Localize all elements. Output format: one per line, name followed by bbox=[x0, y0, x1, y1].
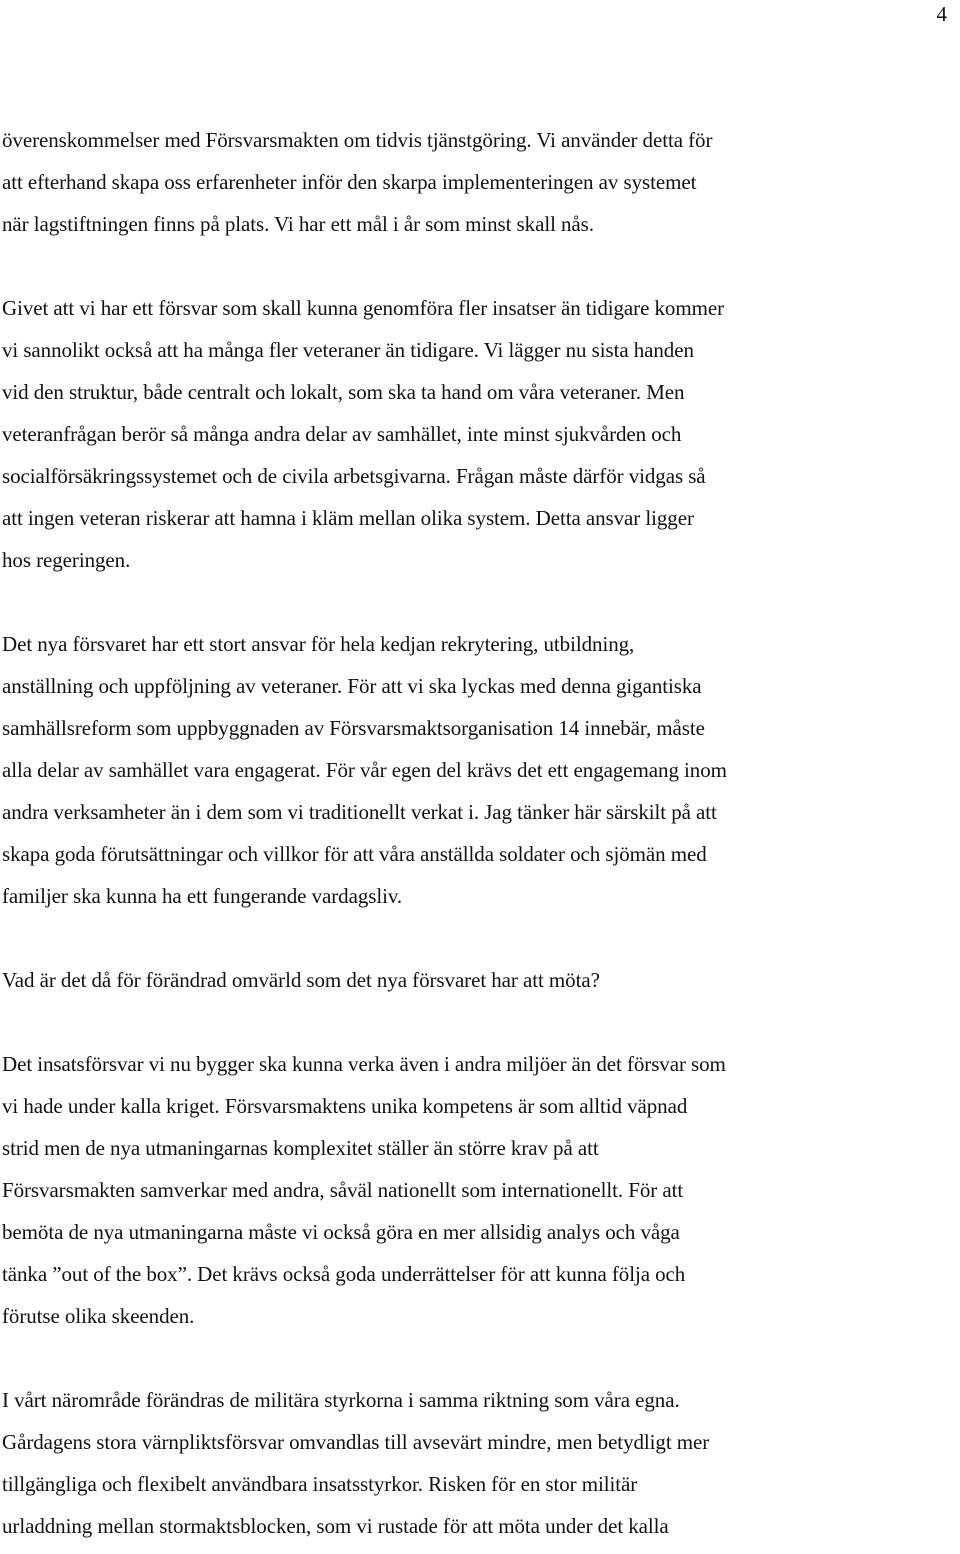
text-line: överenskommelser med Försvarsmakten om tidvis tjänstgöring. Vi använder detta för bbox=[2, 128, 713, 152]
paragraph bbox=[2, 623, 937, 917]
text-line: vi sannolikt också att ha många fler veteraner än tidigare. Vi lägger nu sista handen bbox=[2, 338, 694, 362]
text-line: socialförsäkringssystemet och de civila arbetsgivarna. Frågan måste därför vidgas så bbox=[2, 464, 706, 488]
text-line: när lagstiftningen finns på plats. Vi har ett mål i år som minst skall nås. bbox=[2, 212, 594, 236]
text-line: alla delar av samhället vara engagerat. För vår egen del krävs det ett engagemang inom bbox=[2, 758, 727, 782]
text-line: Försvarsmakten samverkar med andra, såväl nationellt som internationellt. För att bbox=[2, 1178, 684, 1202]
text-line: Vad är det då för förändrad omvärld som det nya försvaret har att möta? bbox=[2, 968, 600, 992]
paragraph bbox=[2, 287, 937, 581]
text-line: vid den struktur, både centralt och lokalt, som ska ta hand om våra veteraner. Men bbox=[2, 380, 685, 404]
text-line: tänka ”out of the box”. Det krävs också goda underrättelser för att kunna följa och bbox=[2, 1262, 686, 1286]
text-line: I vårt närområde förändras de militära styrkorna i samma riktning som våra egna. bbox=[2, 1388, 680, 1412]
text-line: tillgängliga och flexibelt användbara insatsstyrkor. Risken för en stor militär bbox=[2, 1472, 638, 1496]
page-number: 4 bbox=[936, 2, 947, 26]
paragraph bbox=[2, 959, 937, 1001]
text-line: veteranfrågan berör så många andra delar av samhället, inte minst sjukvården och bbox=[2, 422, 682, 446]
text-line: Det insatsförsvar vi nu bygger ska kunna verka även i andra miljöer än det försvar som bbox=[2, 1052, 726, 1076]
text-line: Givet att vi har ett försvar som skall kunna genomföra fler insatser än tidigare kommer bbox=[2, 296, 724, 320]
text-line: Gårdagens stora värnpliktsförsvar omvandlas till avsevärt mindre, men betydligt mer bbox=[2, 1430, 710, 1454]
paragraph bbox=[2, 119, 937, 245]
text-line: urladdning mellan stormaktsblocken, som vi rustade för att möta under det kalla bbox=[2, 1514, 669, 1538]
paragraph bbox=[2, 1379, 937, 1547]
document-body bbox=[2, 119, 937, 1547]
paragraph bbox=[2, 1043, 937, 1337]
text-line: familjer ska kunna ha ett fungerande vardagsliv. bbox=[2, 884, 403, 908]
text-line: att ingen veteran riskerar att hamna i kläm mellan olika system. Detta ansvar ligger bbox=[2, 506, 694, 530]
text-line: att efterhand skapa oss erfarenheter inför den skarpa implementeringen av systemet bbox=[2, 170, 697, 194]
text-line: förutse olika skeenden. bbox=[2, 1304, 195, 1328]
text-line: skapa goda förutsättningar och villkor för att våra anställda soldater och sjömän med bbox=[2, 842, 707, 866]
text-line: samhällsreform som uppbyggnaden av Försvarsmaktsorganisation 14 innebär, måste bbox=[2, 716, 705, 740]
text-line: Det nya försvaret har ett stort ansvar för hela kedjan rekrytering, utbildning, bbox=[2, 632, 635, 656]
text-line: hos regeringen. bbox=[2, 548, 131, 572]
text-line: vi hade under kalla kriget. Försvarsmaktens unika kompetens är som alltid väpnad bbox=[2, 1094, 688, 1118]
text-line: strid men de nya utmaningarnas komplexitet ställer än större krav på att bbox=[2, 1136, 599, 1160]
text-line: andra verksamheter än i dem som vi traditionellt verkat i. Jag tänker här särskilt på att bbox=[2, 800, 717, 824]
text-line: anställning och uppföljning av veteraner. För att vi ska lyckas med denna gigantiska bbox=[2, 674, 702, 698]
text-line: bemöta de nya utmaningarna måste vi också göra en mer allsidig analys och våga bbox=[2, 1220, 680, 1244]
